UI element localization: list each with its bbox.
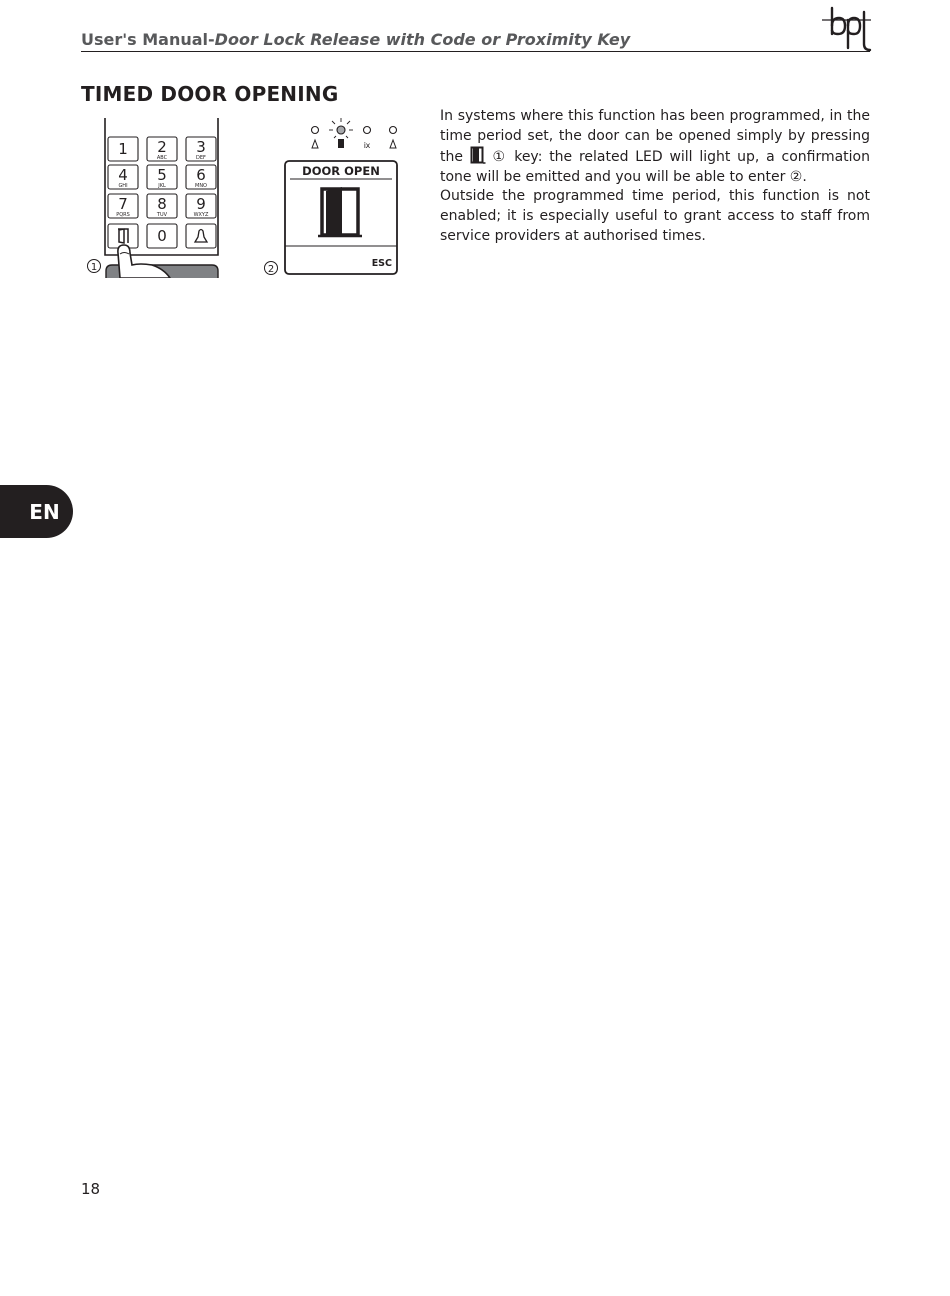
- bpt-logo: [820, 4, 872, 52]
- language-tab: EN: [0, 485, 73, 538]
- keypad-key-letters: MNO: [195, 183, 207, 189]
- callout-1: ①: [492, 149, 508, 166]
- keypad-key-digit: 5: [157, 166, 167, 184]
- keypad-key: [186, 224, 216, 248]
- running-header: [81, 30, 630, 49]
- page-number: 18: [81, 1180, 101, 1198]
- keypad-key-digit: 3: [196, 138, 206, 156]
- keypad-key-digit: 8: [157, 195, 167, 213]
- body-paragraph-2: Outside the programmed time period, this function is not enabled; it is especially useful to grant access to staff from service providers at authorised times.: [440, 188, 870, 244]
- door-key-icon: [470, 146, 486, 164]
- esc-label: ESC: [371, 258, 392, 269]
- header-prefix: User's Manual-: [81, 30, 215, 49]
- keypad-illustration: [80, 113, 240, 278]
- keypad-key-letters: JKL: [158, 183, 166, 189]
- keypad-key-letters: DEF: [196, 155, 206, 161]
- keypad-key-digit: 7: [118, 195, 128, 213]
- display-title: DOOR OPEN: [302, 164, 380, 178]
- svg-text:1: 1: [90, 262, 98, 273]
- keypad-key-digit: 0: [157, 227, 167, 245]
- body-paragraph-1: In systems where this function has been programmed, in the time period set, the door can be opened simply by pressing the ① key: the related LED will light up, a confirmation tone will be emitted and you will be able to enter ②.: [440, 108, 870, 185]
- keypad-key-digit: 6: [196, 166, 206, 184]
- keypad-key-letters: TUV: [156, 212, 168, 218]
- svg-text:ⅸ: ⅸ: [363, 141, 371, 150]
- header-rule: [81, 51, 870, 52]
- section-title: TIMED DOOR OPENING: [81, 82, 339, 106]
- svg-text:2: 2: [267, 264, 275, 275]
- keypad-key-letters: WXYZ: [193, 212, 209, 218]
- keypad-key-digit: 2: [157, 138, 167, 156]
- keypad-key-digit: 4: [118, 166, 128, 184]
- keypad-key-letters: PQRS: [116, 212, 130, 218]
- display-illustration: [260, 113, 405, 278]
- header-title: Door Lock Release with Code or Proximity Key: [214, 30, 631, 49]
- finger-icon: [118, 245, 170, 278]
- keypad-key-letters: GHI: [118, 183, 128, 189]
- keypad-key-digit: 9: [196, 195, 206, 213]
- keypad-keys: [108, 137, 216, 248]
- body-text: [440, 107, 870, 246]
- keypad-key-digit: 1: [118, 140, 128, 158]
- callout-2: ②: [789, 168, 803, 185]
- keypad-key-letters: ABC: [156, 155, 168, 161]
